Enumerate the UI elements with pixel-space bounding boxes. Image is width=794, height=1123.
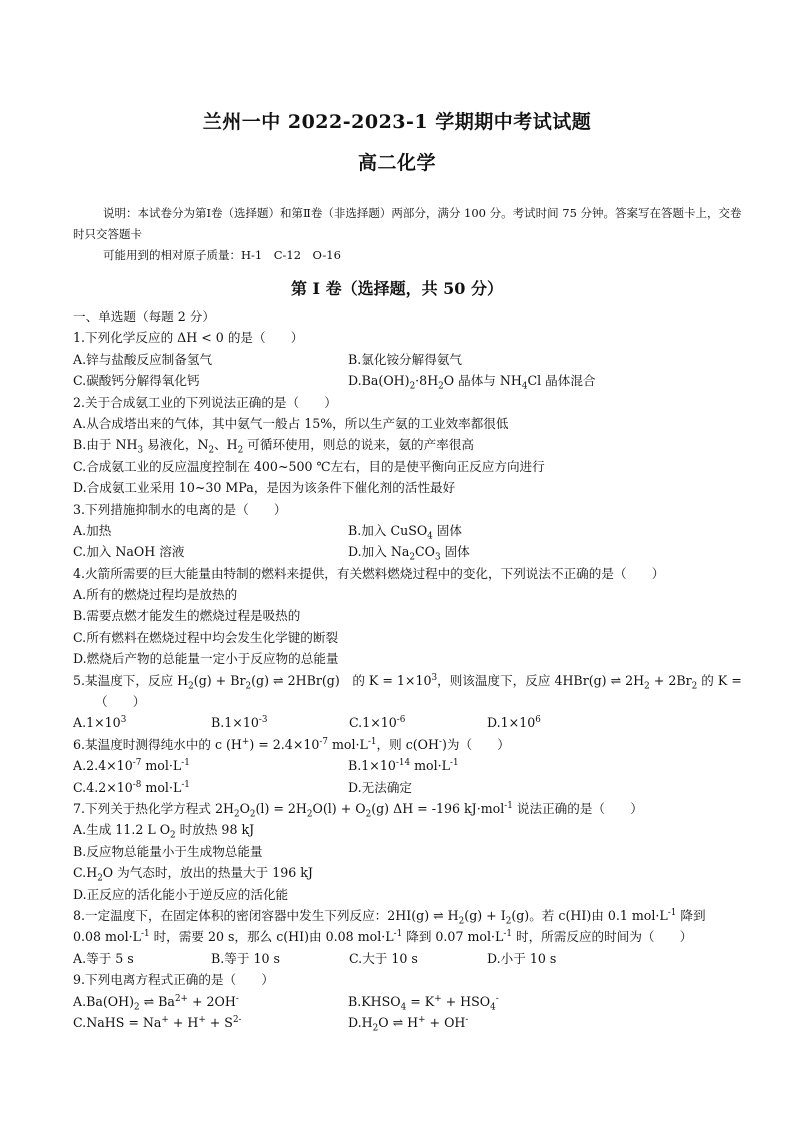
q2-option-a: A.从合成塔出来的气体，其中氨气一般占 15%，所以生产氨的工业效率都很低	[73, 415, 509, 431]
q3-option-b: B.加入 CuSO$_4$ 固体	[348, 522, 462, 542]
q3-option-a: A.加热	[73, 522, 112, 538]
q5-option-d: $D.1\times 10^6$	[487, 715, 541, 731]
questions-area	[73, 306, 742, 1034]
atomic-mass-note: 可能用到的相对原子质量：H-1 C-12 O-16	[103, 248, 341, 262]
q9-option-d: $D.H_2O$ ⇌ H+ + OH-	[348, 1014, 469, 1034]
q8-option-d: D.小于 10 s	[487, 950, 557, 966]
part-heading: 一、单选题（每题 2 分）	[73, 309, 215, 324]
q8-option-c: C.大于 10 s	[349, 950, 418, 966]
question-6-options-cd	[73, 777, 723, 798]
q8-option-b: B.等于 10 s	[211, 950, 280, 966]
question-2-stem: 2.关于合成氨工业的下列说法正确的是（ ）	[73, 394, 337, 410]
q9-option-c: C.NaHS = $Na^+ + H^+ + S^{2-}$	[73, 1014, 242, 1030]
question-7-stem: 7.下列关于热化学方程式 $2H_2O_2(l) = 2H_2O(l) + O_2(g) \Delta H = -196$ kJ·mol$^{-1}$ 说法正确的是（ ）	[73, 800, 643, 820]
q1-option-c: C.碳酸钙分解得氧化钙	[73, 373, 200, 389]
question-1-stem: 1.下列化学反应的 ΔH < 0 的是（ ）	[73, 330, 304, 346]
question-4-stem: 4.火箭所需要的巨大能量由特制的燃料来提供，有关燃料燃烧过程中的变化，下列说法不正确的是（ ）	[73, 565, 665, 581]
exam-instructions	[73, 203, 743, 266]
question-1-options-ab	[73, 349, 723, 370]
q5-option-b: $B.1\times 10^{-3}$	[211, 715, 268, 731]
q4-option-a: A.所有的燃烧过程均是放热的	[73, 587, 238, 603]
q6-option-c: $C.4.2\times 10^{-8}$ $mol\cdot L^{-1}$	[73, 779, 190, 795]
question-3-stem: 3.下列措施抑制水的电离的是（ ）	[73, 501, 287, 517]
q6-option-a: $A.2.4\times 10^{-7}$ $mol\cdot L^{-1}$	[73, 758, 190, 774]
question-9-options-ab	[73, 991, 723, 1012]
question-3-options-cd	[73, 541, 723, 562]
q3-option-d: D.加入 $Na_2CO_3$ 固体	[348, 544, 470, 563]
exam-subject: 高二化学	[357, 152, 436, 174]
q1-option-b: B.氯化铵分解得氨气	[348, 351, 463, 367]
q2-option-c: C.合成氨工业的反应温度控制在 400~500 ℃左右，目的是使平衡向正反应方向进行	[73, 458, 545, 474]
question-8-stem-cont: 0.08 $mol\cdot L^{-1}$ 时，需要 20 s，那么 c(HI)由 0.08 $mol\cdot L^{-1}$ 降到 0.07 $mol\cdot L^{-1}$ 时，所需反应的时间为（ ）	[73, 929, 693, 945]
q2-option-b: B.由于 $NH_3$ 易液化，$N_2$、$H_2$ 可循环使用，则总的说来，氨的产率很高	[73, 437, 474, 456]
q1-option-a: A.锌与盐酸反应制备氢气	[73, 351, 213, 367]
question-5-stem: 5.某温度下，反应 $H_2(g) + Br_2(g)$ ⇌ 2HBr(g) 的 $K = 1\times 10^3$，则该温度下，反应 4HBr(g) ⇌ $2H_2 + 2Br_2$ 的 K =	[73, 672, 742, 692]
q4-option-d: D.燃烧后产物的总能量一定小于反应物的总能量	[73, 651, 339, 667]
q2-option-d: D.合成氨工业采用 10~30 MPa，是因为该条件下催化剂的活性最好	[73, 480, 456, 496]
q6-option-b: $B.1\times 10^{-14}$ $mol\cdot L^{-1}$	[348, 758, 459, 774]
exam-title: 兰州一中 2022-2023-1 学期期中考试试题	[202, 111, 592, 133]
q9-option-a: $A.Ba(OH)_2$ ⇌ $Ba^{2+} + 2OH^-$	[73, 993, 239, 1013]
instructions-text: 说明：本试卷分为第Ⅰ卷（选择题）和第Ⅱ卷（非选择题）两部分，满分 100 分。考试时间 75 分钟。答案写在答题卡上，交卷时只交答题卡	[73, 206, 742, 241]
question-3-options-ab	[73, 520, 723, 541]
q7-option-b: B.反应物总能量小于生成物总能量	[73, 843, 263, 859]
q5-option-c: $C.1\times 10^{-6}$	[349, 715, 406, 731]
question-8-stem: 8.一定温度下，在固定体积的密闭容器中发生下列反应：2HI(g) ⇌ $H_2(g) + I_2(g)$。若 c(HI)由 0.1 $mol\cdot L^{-1}$ 降到	[73, 907, 706, 927]
q3-option-c: C.加入 NaOH 溶液	[73, 544, 185, 560]
question-8-options	[73, 948, 723, 969]
q7-option-c: $C.H_2O$ 为气态时，放出的热量大于 196 kJ	[73, 865, 313, 884]
question-5-stem-cont: （ ）	[95, 694, 146, 710]
q9-option-b: $B.KHSO_4 = K^+ + HSO_4^-$	[348, 993, 499, 1013]
q4-option-b: B.需要点燃才能发生的燃烧过程是吸热的	[73, 608, 301, 624]
section-title: 第 I 卷（选择题，共 50 分）	[290, 279, 504, 298]
q8-option-a: A.等于 5 s	[73, 950, 134, 966]
q5-option-a: $A.1\times 10^3$	[73, 715, 127, 731]
question-6-options-ab	[73, 755, 723, 776]
q7-option-d: D.正反应的活化能小于逆反应的活化能	[73, 886, 289, 902]
q4-option-c: C.所有燃料在燃烧过程中均会发生化学键的断裂	[73, 629, 339, 645]
q7-option-a: A.生成 11.2 L $O_2$ 时放热 98 kJ	[73, 822, 255, 841]
question-9-stem: 9.下列电离方程式正确的是（ ）	[73, 972, 274, 988]
q6-option-d: D.无法确定	[348, 779, 413, 795]
question-9-options-cd	[73, 1012, 723, 1033]
question-5-options	[73, 712, 723, 733]
q1-option-d: $D.Ba(OH)_2\cdot 8H_2O$ 晶体与 $NH_4Cl$ 晶体混合	[348, 373, 596, 392]
question-1-options-cd	[73, 370, 723, 391]
question-6-stem: 6.某温度时测得纯水中的 c $(H^+) = 2.4\times 10^{-7}$ $mol\cdot L^{-1}$，则 c(OH-)为（ ）	[73, 736, 510, 752]
